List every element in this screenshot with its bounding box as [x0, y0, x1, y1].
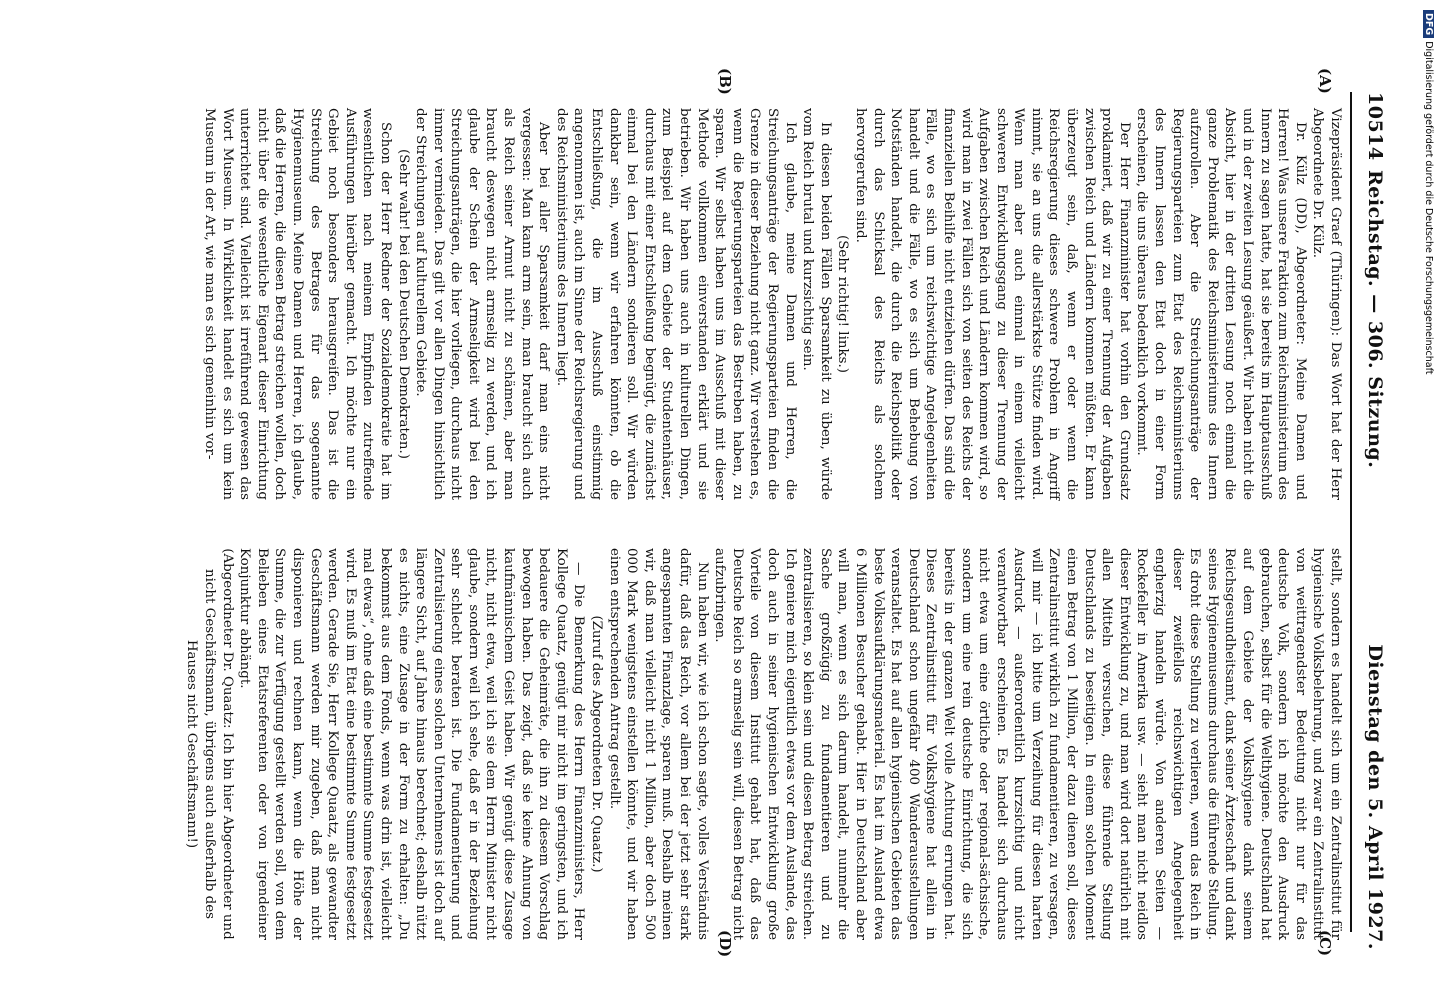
interjection: (Sehr wahr! bei den Deutschen Demokraten.): [395, 149, 411, 459]
paragraph: Ich glaube, meine Damen und Herren, die Streichungsanträge der Regierungsparteien finden die Grenze in dieser Beziehung nicht ganz. Wir verstehen es, wenn die Regierungsparteien das Bestreben haben, zu sparen. Wir selbst haben uns im Ausschuß mit dieser Methode vollkommen einverstanden erklärt und sie betrieben. Wir haben uns auch in kulturellen Dingen, zum Beispiel auf dem Gebiete der Studentenhäuser, durchaus mit einer Entschließung begnügt, die zunächst einmal bei den Ländern sondieren soll. Wir würden dankbar sein, wenn wir erfahren könnten, ob die Entschließung, die im Ausschuß einstimmig angenommen ist, auch im Sinne der Reichsregierung und des Reichsministeriums des Innern liegt.: [553, 108, 798, 500]
paragraph: — Die Bemerkung des Herrn Finanzministers, Herr Kollege Quaatz, genügt mir nicht im geringsten, und ich bedauere die Geheimräte, die ihn zu diesem Vorschlag bewogen haben. Das zeigt, daß sie keine Ahnung von kaufmännischem Geist haben. Wir genügt diese Zusage nicht, nicht etwa, weil ich sie dem Herrn Minister nicht glaube, sondern weil ich sehe, daß er in der Beziehung sehr schlecht beraten ist. Die Fundamentierung und Zentralisierung eines solchen Unternehmens ist doch auf längere Sicht, auf Jahre hinaus berechnet; deshalb nützt es nichts, eine Zusage in der Form zu erhalten: „Du bekommst aus dem Fonds, wenn was drin ist, vielleicht mal etwas“, ohne daß eine bestimmte Summe festgesetzt wird. Es muß im Etat eine bestimmte Summe festgesetzt werden. Gerade Sie, Herr Kollege Quaatz, als gewandter Geschäftsmann werden mir zugeben, daß man nicht disponieren und rechnen kann, wenn die Höhe der Summe, die zur Verfügung gestellt werden soll, von dem Belieben eines Etatsreferenten oder von irgendeiner Konjunktur abhängt.: [237, 548, 587, 940]
digitization-footer: [1420, 10, 1434, 700]
dfg-logo: DFG: [1423, 10, 1434, 38]
interjection: (Abgeordneter Dr. Quaatz: Ich bin hier Abgeordneter und nicht Geschäftsmann, übrigens auch außerhalb des Hauses nicht Geschäftsmann!): [184, 548, 235, 940]
header-rule: [1350, 92, 1352, 932]
left-text-column: [200, 108, 1344, 500]
paragraph: Schon der Herr Redner der Sozialdemokratie hat im wesentlichen nach meinem Empfinden zutreffende Ausführungen hierüber gemacht. Ich möchte nur ein Gebiet noch besonders herausgreifen. Das ist die Streichung des Betrages für das sogenannte Hygienemuseum. Meine Damen und Herren, ich glaube, daß die Herren, die diesen Betrag streichen wollen, doch nicht über die wesentliche Eigenart dieser Einrichtung unterrichtet sind. Vielleicht ist irreführend gewesen das Wort Museum. In Wirklichkeit handelt es sich um kein Museum in der Art, wie man es sich gemeinhin vor-: [202, 108, 393, 500]
paragraph: stellt, sondern es handelt sich um ein Zentralinstitut für hygienische Volksbelehrung, und zwar ein Zentralinstitut von weittragendster Bedeutung nicht nur für das deutsche Volk, sondern ich möchte den Ausdruck gebrauchen, selbst für die Welthygiene. Deutschland hat auf dem Gebiete der Volkshygiene dank seinem Reichsgesundheitsamt, dank seiner Ärzteschaft und dank seines Hygienemuseums durchaus die führende Stellung. Es droht diese Stellung zu verlieren, wenn das Reich in dieser zweifellos reichswichtigen Angelegenheit engherzig handeln würde. Von anderen Seiten — Rockefeller in Amerika usw. — sieht man nicht neidlos dieser Entwicklung zu, und man wird dort natürlich mit allen Mitteln versuchen, diese führende Stellung Deutschlands zu beseitigen. In einem solchen Moment einen Betrag von 1 Million, der dazu dienen soll, dieses Zentralinstitut wirklich zu fundamentieren, zu versagen, will mir — ich bitte um Verzeihung für diesen harten Ausdruck — außerordentlich kurzsichtig und nicht verantwortbar erscheinen. Es handelt sich durchaus nicht etwa um eine örtliche oder regional-sächsische, sondern um eine rein deutsche Einrichtung, die sich bereits in der ganzen Welt volle Achtung errungen hat. Dieses Zentralinstitut für Volkshygiene hat allein in Deutschland schon ungefähr 400 Wanderausstellungen veranstaltet. Es hat auf allen hygienischen Gebieten das beste Volksaufklärungsmaterial. Es hat im Ausland etwa 6 Millionen Besucher gehabt. Hier in Deutschland aber will man, wenn es sich darum handelt, nunmehr die Sache großzügig zu fundamentieren und zu zentralisieren, so klein sein und diesen Betrag streichen. Ich geniere mich eigentlich etwas vor dem Auslande, das doch auch in seiner hygienischen Entwicklung große Vorteile von diesem Institut gehabt hat, daß das Deutsche Reich so armselig sein will, diesen Betrag nicht aufzubringen.: [712, 548, 1343, 940]
paragraph: Aber bei aller Sparsamkeit darf man eins nicht vergessen: Man kann arm sein, man braucht sich auch als Reich seiner Armut nicht zu schämen, aber man braucht deswegen nicht armselig zu werden, und ich glaube der Schein der Armseligkeit wird bei den Streichungsanträgen, die hier vorliegen, durchaus nicht immer vermieden. Das gilt vor allen Dingen hinsichtlich der Streichungen auf kulturellem Gebiete.: [413, 108, 552, 500]
page-header: [1356, 92, 1386, 950]
paragraph: Nun haben wir, wie ich schon sagte, volles Verständnis dafür, daß das Reich, vor allem bei der jetzt sehr stark angespannten Finanzlage, sparen muß. Deshalb meinen wir, daß man vielleicht nicht 1 Million, aber doch 500 000 Mark wenigstens einstellen könnte, und wir haben einen entsprechenden Antrag gestellt.: [606, 548, 710, 940]
session-date: Dienstag den 5. April 1927.: [1364, 644, 1386, 950]
margin-letter-b: (B): [716, 68, 734, 95]
margin-letter-c: (C): [1316, 930, 1334, 957]
margin-letter-a: (A): [1316, 68, 1334, 94]
digitization-note: Digitalisierung gefördert durch die Deutsche Forschungsgemeinschaft: [1423, 41, 1434, 375]
paragraph: In diesen beiden Fällen Sparsamkeit zu üben, würde vom Reich brutal und kurzsichtig sein.: [800, 108, 833, 500]
margin-letter-d: (D): [716, 930, 734, 958]
right-text-column: [183, 548, 1344, 940]
page-number: 10514: [1364, 92, 1386, 161]
interjection: (Zuruf des Abgeordneten Dr. Quaatz.): [589, 615, 605, 873]
paragraph: Der Herr Finanzminister hat vorhin den Grundsatz proklamiert, daß wir zu einer Trennung der Aufgaben zwischen Reich und Ländern kommen müßten. Er kann überzeugt sein, daß, wenn er oder wenn die Reichsregierung dieses schwere Problem in Angriff nimmt, sie an uns die allerstärkste Stütze finden wird. Wenn man aber auch einmal in einem vielleicht schweren Entwicklungsgang zu dieser Trennung der Aufgaben zwischen Reich und Ländern kommen wird, so wird man in zwei Fällen sich von seiten des Reichs der finanziellen Beihilfe nicht entziehen dürfen. Das sind die Fälle, wo es sich um reichswichtige Angelegenheiten handelt und die Fälle, wo es sich um Behebung von Notständen handelt, die durch die Reichspolitik oder durch das Schicksal des Reichs als solchem hervorgerufen sind.: [852, 108, 1132, 500]
session-title: Reichstag. — 306. Sitzung.: [1364, 170, 1386, 469]
paragraph: Vizepräsident Graef (Thüringen): Das Wort hat der Herr Abgeordnete Dr. Külz.: [1310, 108, 1343, 500]
interjection: (Sehr richtig! links.): [835, 235, 851, 373]
paragraph: Dr. Külz (DD), Abgeordneter: Meine Damen und Herren! Was unsere Fraktion zum Reichsministerium des Innern zu sagen hatte, hat sie bereits im Hauptausschuß und in der zweiten Lesung geäußert. Wir haben nicht die Absicht, hier in der dritten Lesung noch einmal die ganze Problematik des Reichsministeriums des Innern aufzurollen. Aber die Streichungsanträge der Regierungsparteien zum Etat des Reichsministeriums des Innern lassen den Etat doch in einer Form erscheinen, die uns überaus bedenklich vorkommt.: [1134, 108, 1308, 500]
